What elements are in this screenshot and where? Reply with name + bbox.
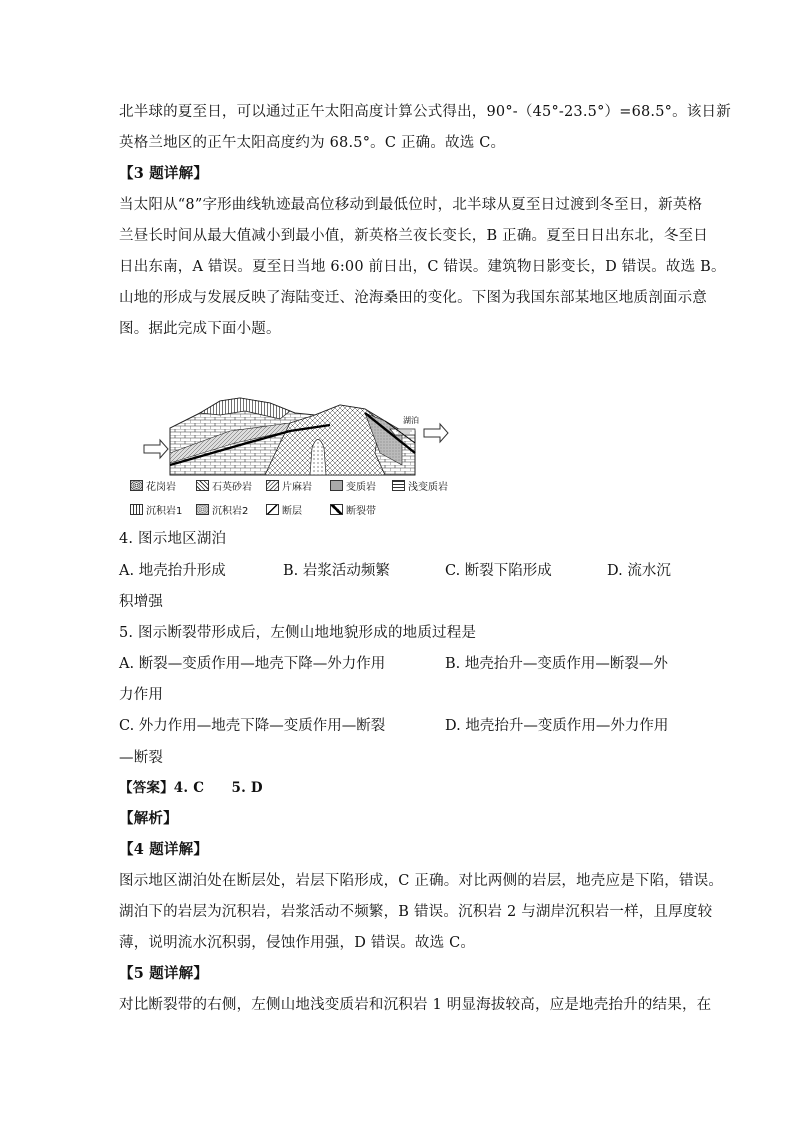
light-metamorphic-swatch-icon (392, 480, 405, 491)
geologic-section-figure (140, 378, 450, 518)
legend-item: 变质岩 (330, 478, 376, 493)
text-line: 薄，说明流水沉积弱，侵蚀作用强，D 错误。故选 C。 (119, 935, 476, 951)
granite-swatch-icon (130, 480, 143, 491)
answer-line: 【答案】4. C 5. D (119, 780, 263, 796)
sedimentary1-swatch-icon (130, 504, 143, 515)
q5-option-b: B. 地壳抬升—变质作用—断裂—外 (445, 656, 668, 672)
legend-item: 浅变质岩 (392, 478, 448, 493)
q5-option-a: A. 断裂—变质作用—地壳下降—外力作用 (119, 656, 386, 672)
legend-item: 沉积岩1 (130, 502, 182, 517)
legend-item: 片麻岩 (266, 478, 312, 493)
q5-option-b-cont: 力作用 (119, 687, 164, 703)
question-4: 4. 图示地区湖泊 (119, 531, 227, 547)
text-line: 北半球的夏至日，可以通过正午太阳高度计算公式得出，90°-（45°-23.5°）=68.5°。该日新 (119, 104, 731, 120)
legend-item: 沉积岩2 (196, 502, 248, 517)
text-line: 日出东南，A 错误。夏至日当地 6:00 前日出，C 错误。建筑物日影变长，D 错误。故选 B。 (119, 259, 726, 275)
section-heading: 【4 题详解】 (119, 841, 209, 858)
fracture-zone-swatch-icon (330, 504, 343, 515)
q4-option-c: C. 断裂下陷形成 (445, 563, 552, 579)
text-line: 山地的形成与发展反映了海陆变迁、沧海桑田的变化。下图为我国东部某地区地质剖面示意 (119, 290, 707, 306)
q4-option-d-cont: 积增强 (119, 594, 164, 610)
q4-option-d: D. 流水沉 (607, 563, 671, 579)
text-line: 图示地区湖泊处在断层处，岩层下陷形成，C 正确。对比两侧的岩层，地壳应是下陷，错误。 (119, 873, 724, 889)
legend-item: 花岗岩 (130, 478, 176, 493)
right-arrow-icon (424, 424, 448, 442)
left-arrow-icon (144, 440, 168, 458)
text-line: 图。据此完成下面小题。 (119, 321, 281, 337)
section-heading: 【3 题详解】 (119, 165, 209, 182)
gneiss-swatch-icon (266, 480, 279, 491)
metamorphic-swatch-icon (330, 480, 343, 491)
question-5: 5. 图示断裂带形成后，左侧山地地貌形成的地质过程是 (119, 625, 477, 641)
q5-option-d: D. 地壳抬升—变质作用—外力作用 (445, 718, 669, 734)
legend-item: 断裂带 (330, 502, 376, 517)
text-line: 对比断裂带的右侧，左侧山地浅变质岩和沉积岩 1 明显海拔较高，应是地壳抬升的结果，在 (119, 997, 712, 1013)
quartz-swatch-icon (196, 480, 209, 491)
text-line: 兰昼长时间从最大值减小到最小值，新英格兰夜长变长，B 正确。夏至日日出东北，冬至日 (119, 228, 708, 244)
analysis-heading: 【解析】 (119, 810, 178, 827)
sedimentary2-swatch-icon (196, 504, 209, 515)
text-line: 当太阳从“8”字形曲线轨迹最高位移动到最低位时，北半球从夏至日过渡到冬至日，新英格 (119, 197, 703, 213)
section-heading: 【5 题详解】 (119, 965, 209, 982)
q4-option-b: B. 岩浆活动频繁 (283, 563, 390, 579)
q4-option-a: A. 地壳抬升形成 (119, 563, 226, 579)
legend-item: 石英砂岩 (196, 478, 252, 493)
text-line: 英格兰地区的正午太阳高度约为 68.5°。C 正确。故选 C。 (119, 135, 506, 151)
fault-swatch-icon (266, 504, 279, 515)
q5-option-c: C. 外力作用—地壳下降—变质作用—断裂 (119, 718, 386, 734)
q5-option-d-cont: —断裂 (119, 750, 164, 766)
legend-item: 断层 (266, 502, 302, 517)
lake-label: 湖泊 (403, 416, 419, 425)
text-line: 湖泊下的岩层为沉积岩，岩浆活动不频繁，B 错误。沉积岩 2 与湖岸沉积岩一样，且厚度较 (119, 904, 713, 920)
